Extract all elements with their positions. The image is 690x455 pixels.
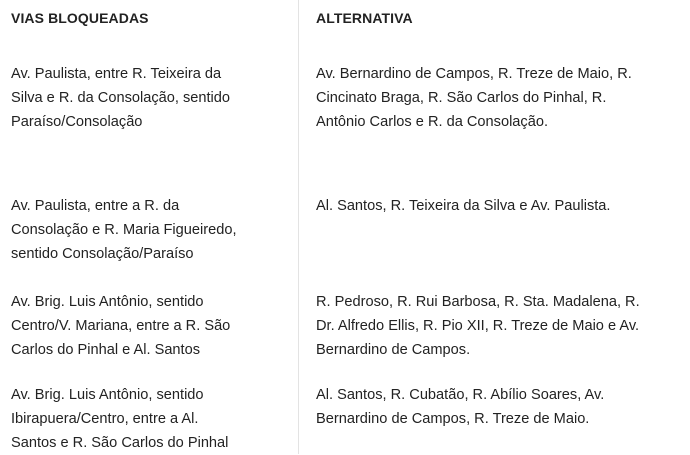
row-4-blocked-line: Ibirapuera/Centro, entre a Al. xyxy=(11,411,199,427)
header-alternative: ALTERNATIVA xyxy=(316,10,413,26)
row-4-alternative-line: Bernardino de Campos, R. Treze de Maio. xyxy=(316,411,590,427)
row-2-blocked-line: Consolação e R. Maria Figueiredo, xyxy=(11,222,237,238)
row-3-blocked-line: Centro/V. Mariana, entre a R. São xyxy=(11,318,231,334)
row-1-blocked-line: Silva e R. da Consolação, sentido xyxy=(11,90,231,106)
row-4-blocked-line: Av. Brig. Luis Antônio, sentido xyxy=(11,387,204,403)
row-4-alternative-line: Al. Santos, R. Cubatão, R. Abílio Soares, Av. xyxy=(316,387,605,403)
row-2-blocked-line: sentido Consolação/Paraíso xyxy=(11,246,194,262)
header-blocked-roads: VIAS BLOQUEADAS xyxy=(11,10,149,26)
row-1-blocked-line: Paraíso/Consolação xyxy=(11,114,143,130)
row-4-blocked-line: Santos e R. São Carlos do Pinhal xyxy=(11,435,229,451)
row-2-blocked xyxy=(11,194,237,266)
row-1-alternative-line: Av. Bernardino de Campos, R. Treze de Maio, R. xyxy=(316,66,632,82)
row-4-blocked xyxy=(11,383,228,455)
row-1-blocked-line: Av. Paulista, entre R. Teixeira da xyxy=(11,66,222,82)
row-3-alternative-line: Dr. Alfredo Ellis, R. Pio XII, R. Treze de Maio e Av. xyxy=(316,318,640,334)
row-3-blocked-line: Carlos do Pinhal e Al. Santos xyxy=(11,342,201,358)
row-1-alternative-line: Antônio Carlos e R. da Consolação. xyxy=(316,114,549,130)
row-3-alternative xyxy=(316,290,640,362)
row-2-alternative xyxy=(316,194,610,218)
row-3-alternative-line: R. Pedroso, R. Rui Barbosa, R. Sta. Madalena, R. xyxy=(316,294,640,310)
row-2-alternative-line: Al. Santos, R. Teixeira da Silva e Av. Paulista. xyxy=(316,198,611,214)
row-3-blocked-line: Av. Brig. Luis Antônio, sentido xyxy=(11,294,204,310)
row-2-blocked-line: Av. Paulista, entre a R. da xyxy=(11,198,180,214)
row-1-alternative xyxy=(316,62,632,134)
row-1-blocked xyxy=(11,62,230,134)
row-4-alternative xyxy=(316,383,604,431)
row-1-alternative-line: Cincinato Braga, R. São Carlos do Pinhal, R. xyxy=(316,90,607,106)
row-3-alternative-line: Bernardino de Campos. xyxy=(316,342,471,358)
row-3-blocked xyxy=(11,290,230,362)
column-divider xyxy=(298,0,299,454)
